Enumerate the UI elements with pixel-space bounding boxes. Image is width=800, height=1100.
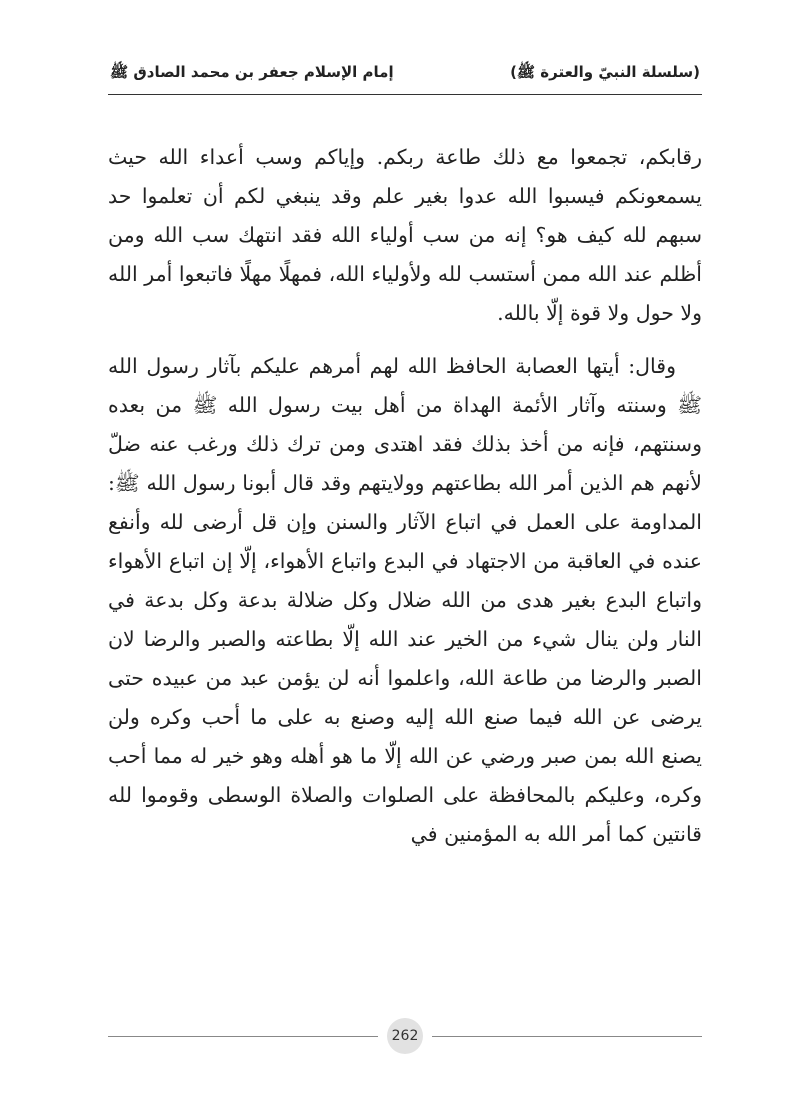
- page-footer: [108, 1018, 702, 1054]
- header-divider: [108, 94, 702, 95]
- paragraph-1: رقابكم، تجمعوا مع ذلك طاعة ربكم. وإياكم وسب أعداء الله حيث يسمعونكم فيسبوا الله عدوا بغير علم وقد ينبغي لكم أن تعلموا حد سبهم لله كيف هو؟ إنه من سب أولياء الله فقد انتهك سب الله ومن أظلم عند الله ممن أستسب لله ولأولياء الله، فمهلًا مهلًا فاتبعوا أمر الله ولا حول ولا قوة إلّا بالله.: [108, 145, 702, 325]
- page-body: [108, 138, 702, 854]
- page-number: 262: [387, 1018, 423, 1054]
- series-title: (سلسلة النبيّ والعترة ﷺ): [510, 63, 700, 81]
- footer-rule-left: [108, 1036, 378, 1037]
- paragraph-2: وقال: أيتها العصابة الحافظ الله لهم أمرهم عليكم بآثار رسول الله ﷺ وسنته وآثار الأئمة الهداة من أهل بيت رسول الله ﷺ من بعده وسنتهم، فإنه من أخذ بذلك فقد اهتدى ومن ترك ذلك ورغب عنه ضلّ لأنهم هم الذين أمر الله بطاعتهم وولايتهم وقد قال أبونا رسول الله ﷺ: المداومة على العمل في اتباع الآثار والسنن وإن قل أرضى لله وأنفع عنده في العاقبة من الاجتهاد في البدع واتباع الأهواء، إلّا إن اتباع الأهواء واتباع البدع بغير هدى من الله ضلال وكل ضلالة بدعة وكل بدعة في النار ولن ينال شيء من الخير عند الله إلّا بطاعته والصبر والرضا لان الصبر والرضا من طاعة الله، واعلموا أنه لن يؤمن عبد من عبيده حتى يرضى عن الله فيما صنع الله إليه وصنع به على ما أحب وكره ولن يصنع الله بمن صبر ورضي عن الله إلّا ما هو أهله وهو خير له مما أحب وكره، وعليكم بالمحافظة على الصلوات والصلاة الوسطى وقوموا لله قانتين كما أمر الله به المؤمنين في: [108, 354, 702, 846]
- book-title: إمام الإسلام جعفر بن محمد الصادق ﷺ: [110, 63, 394, 81]
- running-header: [110, 56, 700, 92]
- footer-rule-right: [432, 1036, 702, 1037]
